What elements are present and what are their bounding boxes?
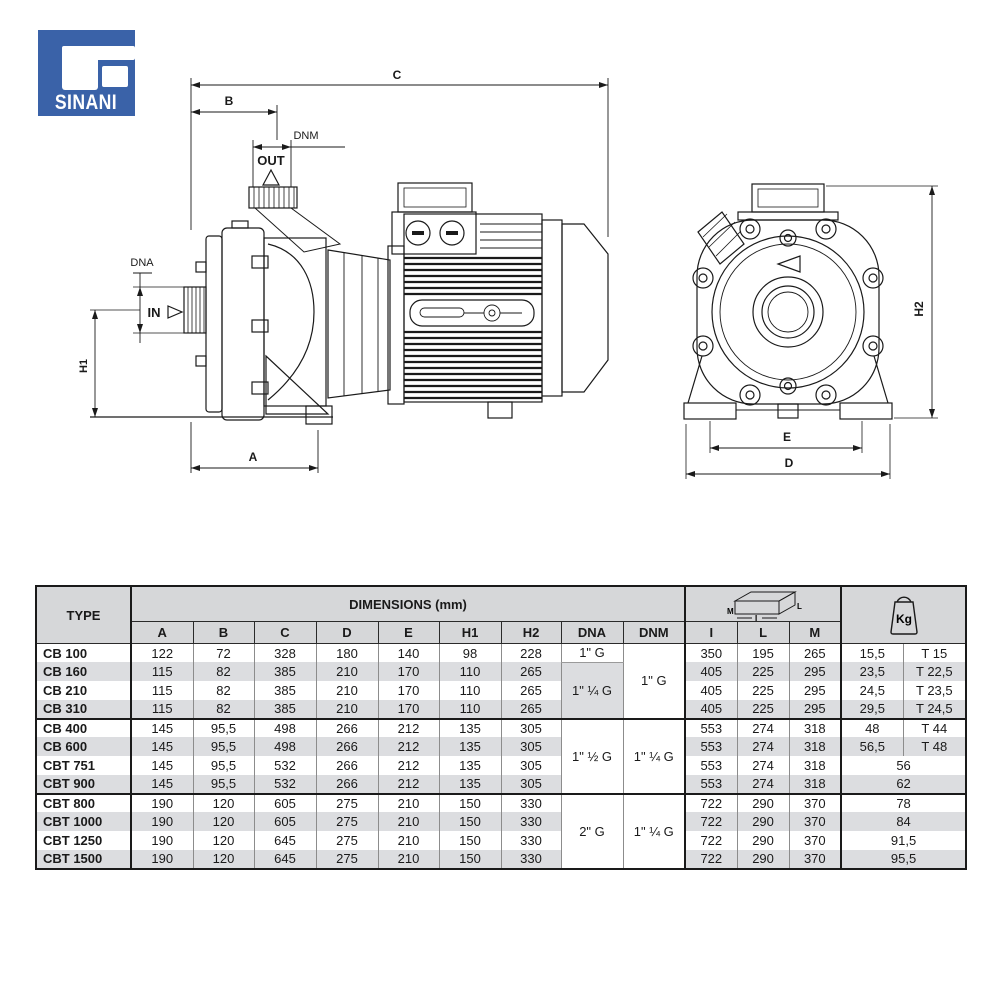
- cell-b: 120: [193, 812, 254, 831]
- svg-text:M: M: [727, 607, 734, 616]
- cell-a: 190: [131, 794, 193, 813]
- cell-b: 120: [193, 850, 254, 869]
- package-dimensions-icon: [719, 587, 807, 621]
- cell-kg-t: T 24,5: [903, 700, 966, 719]
- cell-l: 225: [737, 681, 789, 700]
- cell-type: CB 160: [36, 662, 131, 681]
- cell-dnm: 1" ¼ G: [623, 794, 685, 869]
- cell-b: 95,5: [193, 756, 254, 775]
- cell-type: CB 400: [36, 719, 131, 738]
- cell-a: 190: [131, 850, 193, 869]
- cell-a: 190: [131, 831, 193, 850]
- cell-l: 290: [737, 850, 789, 869]
- table-subheader-row: [36, 622, 966, 644]
- cell-i: 350: [685, 644, 737, 663]
- cell-h1: 135: [439, 756, 501, 775]
- cell-a: 145: [131, 775, 193, 794]
- cell-h1: 150: [439, 812, 501, 831]
- cell-h2: 265: [501, 662, 561, 681]
- dim-label-b: B: [224, 94, 234, 108]
- table-row: [36, 662, 966, 681]
- cell-l: 274: [737, 756, 789, 775]
- cell-a: 122: [131, 644, 193, 663]
- cell-h1: 135: [439, 737, 501, 756]
- cell-kg: 91,5: [841, 831, 966, 850]
- dim-label-a: A: [248, 450, 258, 464]
- cell-b: 82: [193, 662, 254, 681]
- cell-e: 212: [378, 737, 439, 756]
- cell-d: 210: [316, 662, 378, 681]
- dim-label-d: D: [784, 456, 794, 470]
- cell-h2: 228: [501, 644, 561, 663]
- table-row: [36, 775, 966, 794]
- cell-kg-t: T 44: [903, 719, 966, 738]
- cell-h2: 330: [501, 794, 561, 813]
- cell-e: 170: [378, 662, 439, 681]
- cell-dnm: 1" G: [623, 644, 685, 719]
- cell-kg-t: T 22,5: [903, 662, 966, 681]
- cell-m: 295: [789, 681, 841, 700]
- col-header-h1: H1: [439, 622, 501, 644]
- cell-type: CBT 1250: [36, 831, 131, 850]
- cell-h1: 135: [439, 775, 501, 794]
- col-header-b: B: [193, 622, 254, 644]
- cell-c: 328: [254, 644, 316, 663]
- cell-d: 275: [316, 831, 378, 850]
- cell-h1: 110: [439, 662, 501, 681]
- cell-i: 405: [685, 700, 737, 719]
- cell-l: 274: [737, 775, 789, 794]
- cell-type: CB 600: [36, 737, 131, 756]
- cell-type: CBT 900: [36, 775, 131, 794]
- cell-c: 532: [254, 756, 316, 775]
- cell-d: 275: [316, 850, 378, 869]
- cell-i: 553: [685, 775, 737, 794]
- cell-m: 318: [789, 756, 841, 775]
- in-arrow-icon: [168, 306, 182, 318]
- bolt-circle: [693, 219, 883, 405]
- cell-kg: 95,5: [841, 850, 966, 869]
- cell-e: 140: [378, 644, 439, 663]
- cell-h2: 305: [501, 775, 561, 794]
- cell-kg: 23,5: [841, 662, 903, 681]
- cell-d: 266: [316, 756, 378, 775]
- table-row: [36, 831, 966, 850]
- rotation-arrow-icon: [778, 256, 800, 272]
- cell-d: 266: [316, 719, 378, 738]
- cell-h1: 135: [439, 719, 501, 738]
- cell-m: 265: [789, 644, 841, 663]
- cell-h2: 330: [501, 850, 561, 869]
- cell-a: 145: [131, 756, 193, 775]
- cell-l: 290: [737, 831, 789, 850]
- out-arrow-icon: [263, 170, 279, 185]
- cell-b: 82: [193, 700, 254, 719]
- cell-i: 553: [685, 756, 737, 775]
- cell-kg: 78: [841, 794, 966, 813]
- cell-kg: 48: [841, 719, 903, 738]
- cell-type: CB 310: [36, 700, 131, 719]
- cell-i: 553: [685, 737, 737, 756]
- cell-i: 722: [685, 812, 737, 831]
- cell-c: 645: [254, 850, 316, 869]
- cell-h1: 110: [439, 681, 501, 700]
- table-row: [36, 700, 966, 719]
- cell-m: 295: [789, 662, 841, 681]
- table-row: [36, 850, 966, 869]
- cell-h2: 305: [501, 756, 561, 775]
- svg-text:Kg: Kg: [895, 612, 912, 626]
- cell-h1: 98: [439, 644, 501, 663]
- cell-i: 722: [685, 850, 737, 869]
- cell-i: 722: [685, 794, 737, 813]
- cell-c: 385: [254, 681, 316, 700]
- cell-a: 145: [131, 719, 193, 738]
- cell-h1: 150: [439, 850, 501, 869]
- weight-kg-icon: [883, 592, 925, 638]
- cell-m: 370: [789, 812, 841, 831]
- col-header-type: TYPE: [36, 586, 131, 644]
- table-row: [36, 719, 966, 738]
- col-header-l: L: [737, 622, 789, 644]
- cell-h2: 305: [501, 737, 561, 756]
- cell-dna: 2" G: [561, 794, 623, 869]
- cell-e: 210: [378, 794, 439, 813]
- cell-h2: 330: [501, 812, 561, 831]
- col-header-i: I: [685, 622, 737, 644]
- cell-l: 195: [737, 644, 789, 663]
- dim-label-c: C: [392, 68, 402, 82]
- cell-l: 274: [737, 719, 789, 738]
- table-header-row: [36, 586, 966, 622]
- col-header-dimensions: DIMENSIONS (mm): [131, 586, 685, 622]
- port-label-out: OUT: [257, 153, 285, 168]
- cell-kg-t: T 48: [903, 737, 966, 756]
- cell-kg: 29,5: [841, 700, 903, 719]
- cell-type: CBT 800: [36, 794, 131, 813]
- brand-name: SINANI: [54, 90, 118, 115]
- dim-label-dnm: DNM: [293, 130, 319, 142]
- col-header-a: A: [131, 622, 193, 644]
- cell-b: 82: [193, 681, 254, 700]
- cell-d: 275: [316, 794, 378, 813]
- cell-b: 120: [193, 794, 254, 813]
- cell-i: 722: [685, 831, 737, 850]
- col-header-c: C: [254, 622, 316, 644]
- dimensions-table: [35, 585, 967, 870]
- cell-dnm: 1" ¼ G: [623, 719, 685, 794]
- cell-h2: 330: [501, 831, 561, 850]
- table-row: [36, 812, 966, 831]
- col-header-h2: H2: [501, 622, 561, 644]
- cell-m: 295: [789, 700, 841, 719]
- dim-label-h1: H1: [78, 358, 90, 374]
- cell-a: 115: [131, 700, 193, 719]
- cell-b: 95,5: [193, 719, 254, 738]
- cell-h2: 265: [501, 700, 561, 719]
- cell-l: 290: [737, 812, 789, 831]
- cell-e: 212: [378, 756, 439, 775]
- cell-kg: 56,5: [841, 737, 903, 756]
- cell-kg-t: T 15: [903, 644, 966, 663]
- cell-c: 498: [254, 719, 316, 738]
- cell-a: 115: [131, 681, 193, 700]
- cell-kg: 84: [841, 812, 966, 831]
- col-header-dna: DNA: [561, 622, 623, 644]
- cell-h1: 110: [439, 700, 501, 719]
- cell-kg-t: T 23,5: [903, 681, 966, 700]
- col-header-d: D: [316, 622, 378, 644]
- cell-e: 210: [378, 850, 439, 869]
- cell-l: 225: [737, 662, 789, 681]
- cell-c: 605: [254, 812, 316, 831]
- svg-text:I: I: [755, 614, 758, 621]
- cell-d: 210: [316, 681, 378, 700]
- dim-label-dna: DNA: [130, 257, 154, 269]
- col-header-e: E: [378, 622, 439, 644]
- cell-c: 605: [254, 794, 316, 813]
- cell-e: 170: [378, 681, 439, 700]
- cell-c: 385: [254, 662, 316, 681]
- cell-kg: 15,5: [841, 644, 903, 663]
- cell-a: 190: [131, 812, 193, 831]
- col-header-package: [685, 586, 841, 622]
- cell-l: 274: [737, 737, 789, 756]
- cell-m: 318: [789, 775, 841, 794]
- cell-kg: 24,5: [841, 681, 903, 700]
- cell-a: 145: [131, 737, 193, 756]
- cell-e: 210: [378, 812, 439, 831]
- cell-m: 318: [789, 737, 841, 756]
- cell-d: 266: [316, 737, 378, 756]
- cell-c: 645: [254, 831, 316, 850]
- cell-i: 405: [685, 662, 737, 681]
- cell-c: 498: [254, 737, 316, 756]
- cell-type: CBT 1000: [36, 812, 131, 831]
- cell-d: 266: [316, 775, 378, 794]
- cell-type: CBT 1500: [36, 850, 131, 869]
- svg-text:L: L: [797, 602, 802, 611]
- cell-l: 290: [737, 794, 789, 813]
- cell-d: 275: [316, 812, 378, 831]
- cell-e: 170: [378, 700, 439, 719]
- table-row: [36, 756, 966, 775]
- cell-h1: 150: [439, 794, 501, 813]
- cell-b: 95,5: [193, 737, 254, 756]
- cell-h2: 265: [501, 681, 561, 700]
- cell-m: 370: [789, 831, 841, 850]
- cell-m: 370: [789, 794, 841, 813]
- col-header-dnm: DNM: [623, 622, 685, 644]
- col-header-m: M: [789, 622, 841, 644]
- cell-m: 370: [789, 850, 841, 869]
- cell-e: 210: [378, 831, 439, 850]
- cell-dna: 1" G: [561, 644, 623, 663]
- cell-e: 212: [378, 719, 439, 738]
- cell-type: CB 100: [36, 644, 131, 663]
- cell-b: 95,5: [193, 775, 254, 794]
- cell-kg: 62: [841, 775, 966, 794]
- cell-b: 72: [193, 644, 254, 663]
- cell-l: 225: [737, 700, 789, 719]
- dim-label-h2: H2: [912, 301, 926, 317]
- cell-h2: 305: [501, 719, 561, 738]
- port-label-in: IN: [147, 305, 161, 320]
- cell-d: 210: [316, 700, 378, 719]
- cell-b: 120: [193, 831, 254, 850]
- cell-i: 553: [685, 719, 737, 738]
- cell-h1: 150: [439, 831, 501, 850]
- cell-kg: 56: [841, 756, 966, 775]
- cell-d: 180: [316, 644, 378, 663]
- dim-label-e: E: [782, 430, 792, 444]
- cell-type: CB 210: [36, 681, 131, 700]
- cell-c: 385: [254, 700, 316, 719]
- cell-m: 318: [789, 719, 841, 738]
- cell-dna: 1" ¼ G: [561, 662, 623, 718]
- cell-type: CBT 751: [36, 756, 131, 775]
- cell-c: 532: [254, 775, 316, 794]
- cell-dna: 1" ½ G: [561, 719, 623, 794]
- table-row: [36, 644, 966, 663]
- table-row: [36, 794, 966, 813]
- cell-e: 212: [378, 775, 439, 794]
- table-row: [36, 737, 966, 756]
- table-row: [36, 681, 966, 700]
- cell-i: 405: [685, 681, 737, 700]
- col-header-weight: [841, 586, 966, 644]
- cell-a: 115: [131, 662, 193, 681]
